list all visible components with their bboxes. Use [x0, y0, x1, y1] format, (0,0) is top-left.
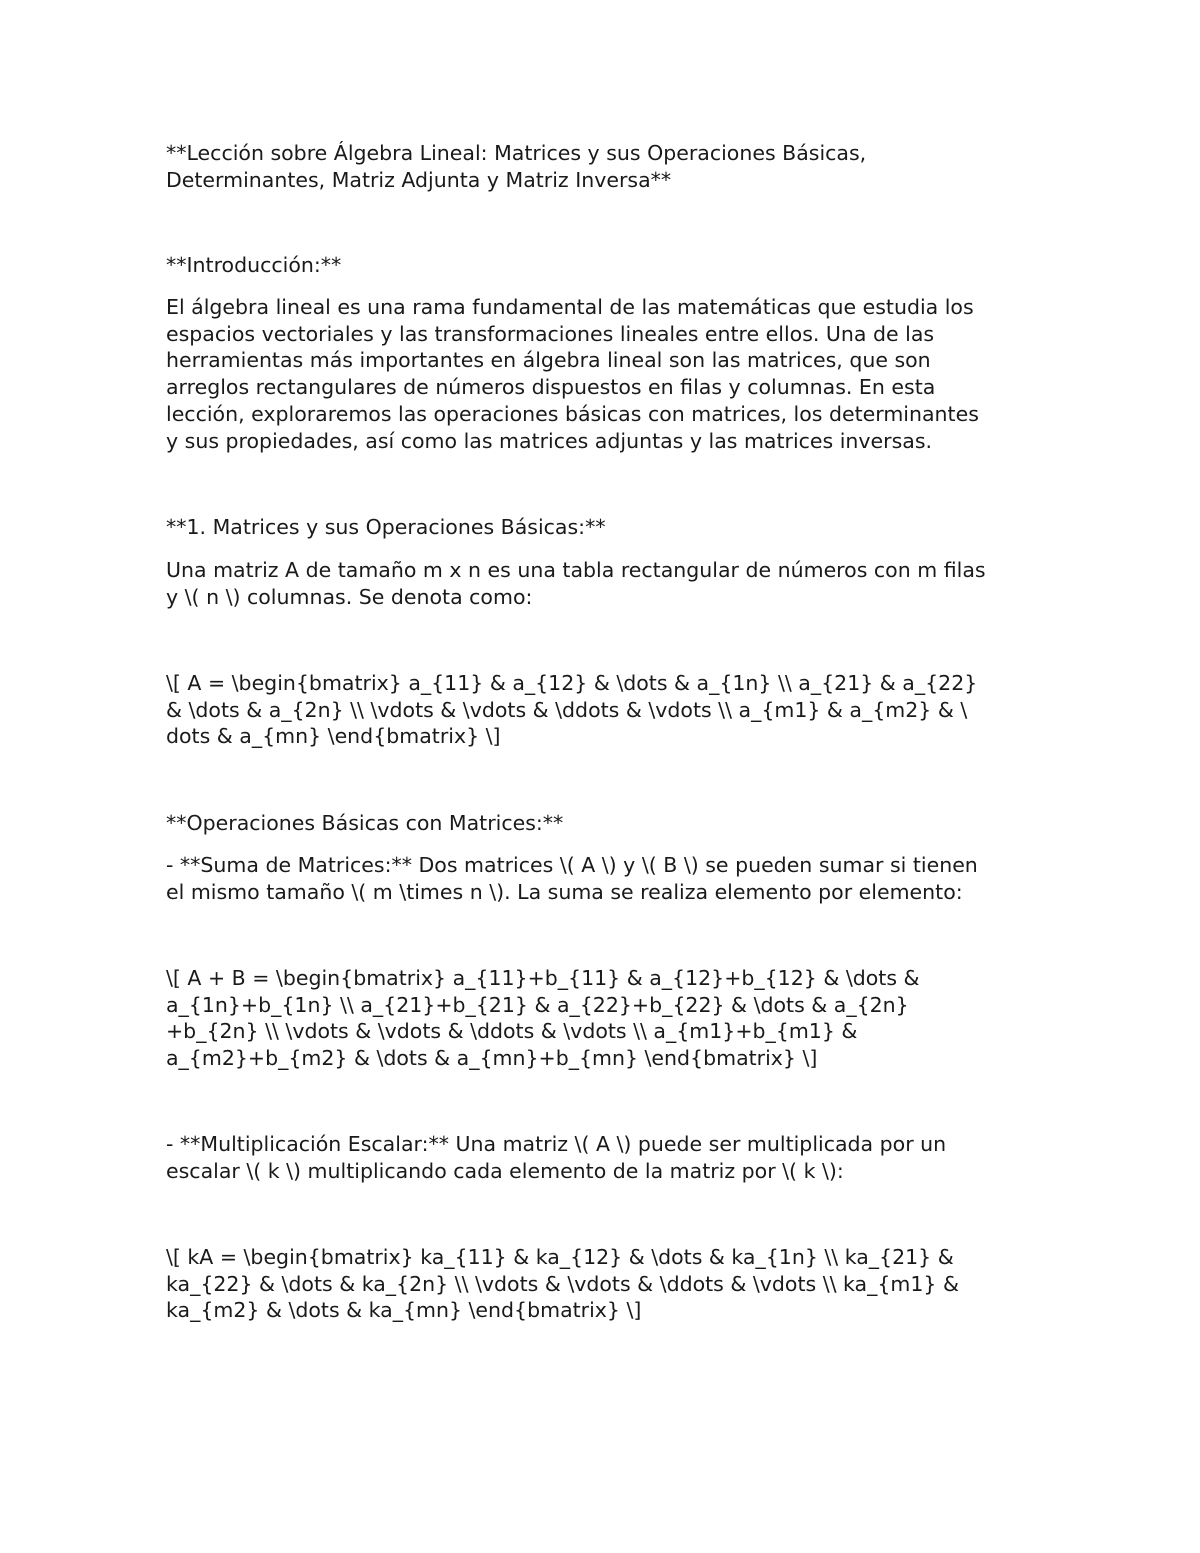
intro-paragraph: El álgebra lineal es una rama fundamental de las matemáticas que estudia los espacios vectoriales y las transformaciones lineales entre ellos. Una de las herramientas más importantes en álgebra lineal son las matrices, que son arreglos rectangulares de números dispuestos en filas y columnas. En esta lección, exploraremos las operaciones básicas con matrices, los determinantes y sus propiedades, así como las matrices adjuntas y las matrices inversas. [166, 295, 979, 453]
section1-heading: **1. Matrices y sus Operaciones Básicas:** [166, 515, 606, 539]
matrix-formula: \[ A = \begin{bmatrix} a_{11} & a_{12} & \dots & a_{1n} \\ a_{21} & a_{22} & \dots & a_{2n} \\ \vdots & \vdots & \ddots & \vdots \\ a_{m1} & a_{m2} & \ dots & a_{mn} \end{bmatrix} \] [166, 671, 978, 749]
sum-formula: \[ A + B = \begin{bmatrix} a_{11}+b_{11} & a_{12}+b_{12} & \dots & a_{1n}+b_{1n} \\ a_{21}+b_{21} & a_{22}+b_{22} & \dots & a_{2n} +b_{2n} \\ \vdots & \vdots & \ddots & \vdots \\ a_{m1}+b_{m1} & a_{m2}+b_{m2} & \dots & a_{mn}+b_{mn} \end{bmatrix} \] [166, 966, 920, 1071]
scalar-formula: \[ kA = \begin{bmatrix} ka_{11} & ka_{12} & \dots & ka_{1n} \\ ka_{21} & ka_{22} & \dots & ka_{2n} \\ \vdots & \vdots & \ddots & \vdots \\ ka_{m1} & ka_{m2} & \dots & ka_{mn} \end{bmatrix} \] [166, 1245, 959, 1323]
operations-heading: **Operaciones Básicas con Matrices:** [166, 811, 564, 835]
document-title: **Lección sobre Álgebra Lineal: Matrices y sus Operaciones Básicas, Determinantes, Matriz Adjunta y Matriz Inversa** [166, 141, 867, 192]
scalar-paragraph: - **Multiplicación Escalar:** Una matriz \( A \) puede ser multiplicada por un escalar \( k \) multiplicando cada elemento de la matriz por \( k \): [166, 1132, 947, 1183]
section1-paragraph: Una matriz A de tamaño m x n es una tabla rectangular de números con m filas y \( n \) columnas. Se denota como: [166, 558, 986, 609]
sum-paragraph: - **Suma de Matrices:** Dos matrices \( A \) y \( B \) se pueden sumar si tienen el mismo tamaño \( m \times n \). La suma se realiza elemento por elemento: [166, 853, 978, 904]
intro-heading: **Introducción:** [166, 253, 342, 277]
